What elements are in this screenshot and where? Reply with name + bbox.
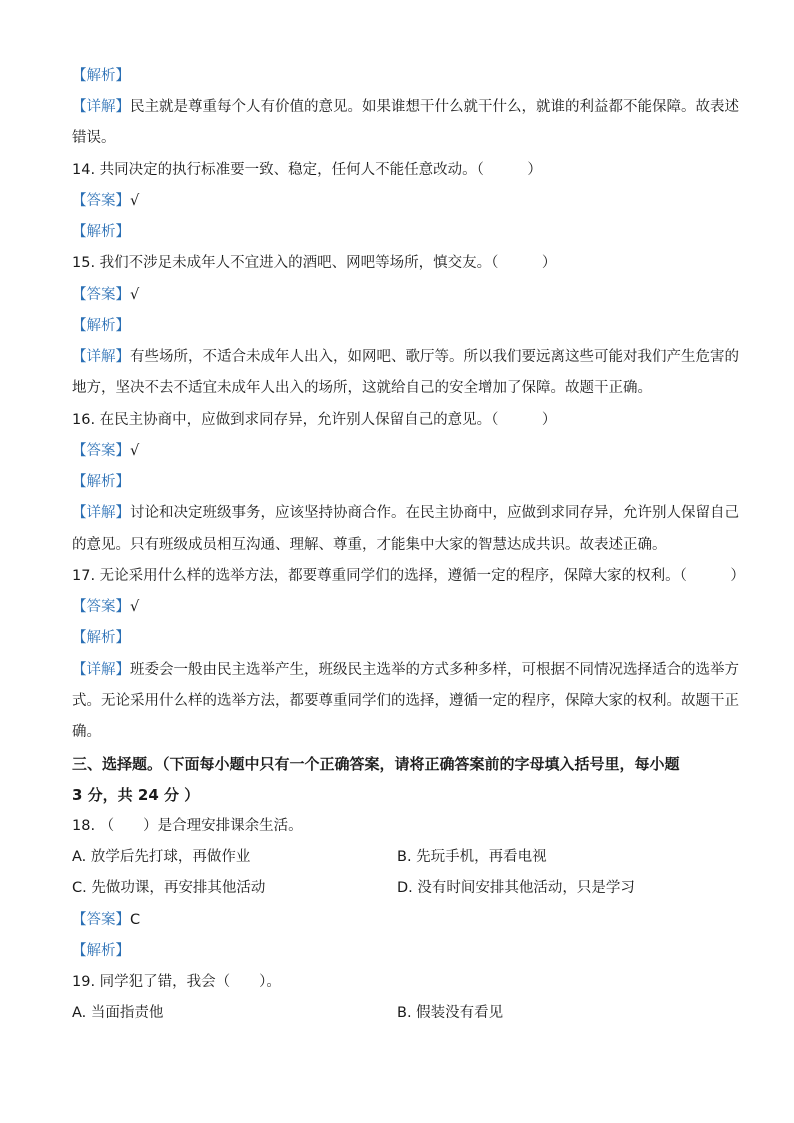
text-line bbox=[72, 660, 739, 680]
section-heading: 三、选择题。（下面每小题中只有一个正确答案，请将正确答案前的字母填入括号里，每小题 bbox=[72, 755, 680, 773]
line-text: 班委会一般由民主选举产生，班级民主选举的方式多种多样，可根据不同情况选择适合的选举方 bbox=[130, 662, 739, 678]
text-line bbox=[72, 378, 652, 398]
text-line bbox=[72, 722, 101, 742]
question-18-answer bbox=[72, 910, 140, 930]
question-18-option-a: A. 放学后先打球，再做作业 bbox=[72, 849, 251, 865]
answer-value: C bbox=[130, 912, 141, 928]
label-tag: 【详解】 bbox=[72, 505, 130, 521]
text-line bbox=[72, 316, 130, 336]
label-tag: 【解析】 bbox=[72, 318, 130, 334]
question-19-stem: 19. 同学犯了错，我会（ ）。 bbox=[72, 974, 281, 990]
line-text: 地方，坚决不去不适宜未成年人出入的场所，这就给自己的安全增加了保障。故题干正确。 bbox=[72, 380, 652, 396]
question-18-option-c: C. 先做功课，再安排其他活动 bbox=[72, 880, 266, 896]
text-line bbox=[72, 566, 745, 586]
question-18-option-b: B. 先玩手机，再看电视 bbox=[397, 849, 547, 865]
label-tag: 【详解】 bbox=[72, 349, 130, 365]
line-text: 17. 无论采用什么样的选举方法，都要尊重同学们的选择，遵循一定的程序，保障大家的权利。（ ） bbox=[72, 568, 745, 584]
text-line bbox=[72, 160, 542, 180]
text-line bbox=[72, 472, 130, 492]
text-line bbox=[72, 253, 556, 273]
text-line bbox=[72, 503, 739, 523]
label-tag: 【解析】 bbox=[72, 68, 130, 84]
text-line bbox=[72, 441, 139, 461]
question-18-analysis bbox=[72, 941, 130, 961]
text-line bbox=[72, 128, 116, 148]
line-text: √ bbox=[130, 287, 140, 303]
label-tag: 【详解】 bbox=[72, 99, 130, 115]
text-line bbox=[72, 222, 130, 242]
text-line bbox=[72, 535, 667, 555]
line-text: √ bbox=[130, 193, 140, 209]
label-tag: 【答案】 bbox=[72, 599, 130, 615]
line-text: 16. 在民主协商中，应做到求同存异，允许别人保留自己的意见。（ ） bbox=[72, 412, 557, 428]
label-tag: 【解析】 bbox=[72, 474, 130, 490]
text-line bbox=[72, 347, 739, 367]
text-line bbox=[72, 191, 139, 211]
line-text: 错误。 bbox=[72, 130, 116, 146]
analysis-tag: 【解析】 bbox=[72, 943, 130, 959]
answer-tag: 【答案】 bbox=[72, 912, 130, 928]
label-tag: 【答案】 bbox=[72, 287, 130, 303]
line-text: 民主就是尊重每个人有价值的意见。如果谁想干什么就干什么，就谁的利益都不能保障。故表述 bbox=[130, 99, 739, 115]
line-text: 15. 我们不涉足未成年人不宜进入的酒吧、网吧等场所，慎交友。（ ） bbox=[72, 255, 557, 271]
question-18-option-d: D. 没有时间安排其他活动，只是学习 bbox=[397, 880, 635, 896]
question-19-option-a: A. 当面指责他 bbox=[72, 1005, 164, 1021]
text-line bbox=[72, 97, 739, 117]
line-text: 确。 bbox=[72, 724, 101, 740]
section-heading-cont: 3 分，共 24 分 ） bbox=[72, 786, 200, 804]
label-tag: 【详解】 bbox=[72, 662, 130, 678]
label-tag: 【答案】 bbox=[72, 443, 130, 459]
question-19-option-b: B. 假装没有看见 bbox=[397, 1005, 504, 1021]
question-18-stem: 18. （ ）是合理安排课余生活。 bbox=[72, 818, 303, 834]
text-line bbox=[72, 410, 556, 430]
line-text: 式。无论采用什么样的选举方法，都要尊重同学们的选择，遵循一定的程序，保障大家的权利。故题干正 bbox=[72, 693, 739, 709]
label-tag: 【解析】 bbox=[72, 224, 130, 240]
line-text: √ bbox=[130, 443, 140, 459]
line-text: 的意见。只有班级成员相互沟通、理解、尊重，才能集中大家的智慧达成共识。故表述正确。 bbox=[72, 537, 667, 553]
text-line bbox=[72, 285, 139, 305]
line-text: 14. 共同决定的执行标准要一致、稳定，任何人不能任意改动。（ ） bbox=[72, 162, 542, 178]
label-tag: 【解析】 bbox=[72, 630, 130, 646]
text-line bbox=[72, 597, 139, 617]
text-line bbox=[72, 66, 130, 86]
line-text: 有些场所，不适合未成年人出入，如网吧、歌厅等。所以我们要远离这些可能对我们产生危害的 bbox=[130, 349, 739, 365]
text-line bbox=[72, 691, 739, 711]
label-tag: 【答案】 bbox=[72, 193, 130, 209]
text-line bbox=[72, 628, 130, 648]
line-text: √ bbox=[130, 599, 140, 615]
line-text: 讨论和决定班级事务，应该坚持协商合作。在民主协商中，应做到求同存异，允许别人保留自己 bbox=[130, 505, 739, 521]
